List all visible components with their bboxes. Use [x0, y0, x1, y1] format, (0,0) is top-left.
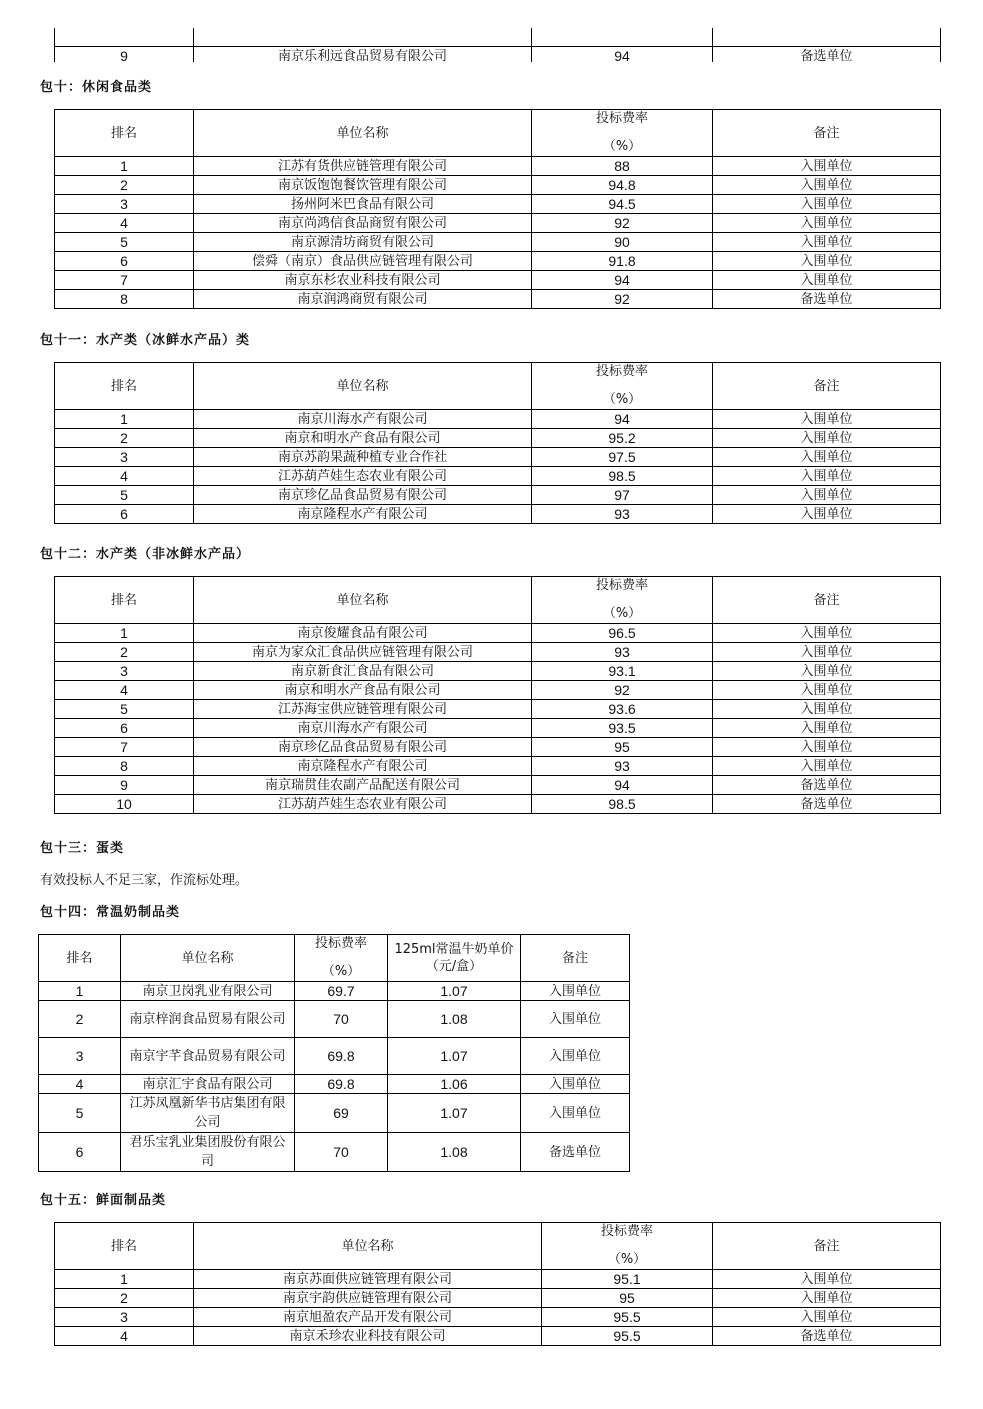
- rate-cell: 96.5: [532, 624, 713, 643]
- note-cell: 入围单位: [713, 176, 941, 195]
- note-cell: 入围单位: [521, 1094, 630, 1133]
- table-row: [55, 643, 941, 662]
- rank-cell: 2: [55, 429, 194, 448]
- rate-cell: 69: [295, 1094, 388, 1133]
- table-row: [55, 795, 941, 814]
- price-cell: 1.07: [388, 1038, 521, 1075]
- table-row: [55, 738, 941, 757]
- table-row: [55, 429, 941, 448]
- header-rank: 排名: [55, 363, 194, 410]
- company-name-cell: 南京尚鸿信食品商贸有限公司: [194, 214, 532, 233]
- table-row: [55, 681, 941, 700]
- header-name: 单位名称: [194, 110, 532, 157]
- previous-table-fragment: [54, 28, 941, 62]
- table-row: [55, 1308, 941, 1327]
- package-12-title: 包十二：水产类（非冰鲜水产品）: [40, 547, 251, 562]
- rate-cell: 93: [532, 643, 713, 662]
- rank-cell: 9: [55, 776, 194, 795]
- company-name-cell: 南京和明水产食品有限公司: [194, 681, 532, 700]
- rate-cell: 88: [532, 157, 713, 176]
- note-cell: 入围单位: [713, 1308, 941, 1327]
- note-cell: 备选单位: [713, 795, 941, 814]
- table-row: [55, 214, 941, 233]
- note-cell: 入围单位: [713, 195, 941, 214]
- company-name-cell: 南京川海水产有限公司: [194, 410, 532, 429]
- table-row: [55, 624, 941, 643]
- table-row: [55, 195, 941, 214]
- rank-cell: 6: [55, 252, 194, 271]
- header-rate: 投标费率 （%）: [295, 935, 388, 982]
- note-cell: 入围单位: [713, 410, 941, 429]
- rate-cell: 98.5: [532, 467, 713, 486]
- rank-cell: 4: [55, 214, 194, 233]
- rank-cell: 5: [55, 233, 194, 252]
- package-14-title: 包十四：常温奶制品类: [40, 905, 181, 920]
- note-cell: 入围单位: [713, 719, 941, 738]
- company-name-cell: 南京和明水产食品有限公司: [194, 429, 532, 448]
- company-name-cell: 南京川海水产有限公司: [194, 719, 532, 738]
- table-row: [55, 271, 941, 290]
- company-name-cell: 南京乐利远食品贸易有限公司: [194, 47, 532, 63]
- rank-cell: 5: [55, 486, 194, 505]
- company-name-cell: 江苏葫芦娃生态农业有限公司: [194, 795, 532, 814]
- header-rank: 排名: [39, 935, 121, 982]
- header-rank: 排名: [55, 577, 194, 624]
- note-cell: 入围单位: [713, 700, 941, 719]
- company-name-cell: 南京卫岗乳业有限公司: [121, 982, 295, 1001]
- price-cell: 1.07: [388, 982, 521, 1001]
- package-13-title: 包十三：蛋类: [40, 841, 125, 856]
- rate-cell: 93.1: [532, 662, 713, 681]
- table-row: [39, 1038, 630, 1075]
- company-name-cell: 南京梓润食品贸易有限公司: [121, 1001, 295, 1038]
- rank-cell: 6: [55, 505, 194, 524]
- header-rate: 投标费率 （%）: [542, 1223, 713, 1270]
- header-note: 备注: [713, 577, 941, 624]
- header-rate: 投标费率 （%）: [532, 577, 713, 624]
- rate-cell: 97: [532, 486, 713, 505]
- rate-cell: 95: [532, 738, 713, 757]
- note-cell: 备选单位: [713, 776, 941, 795]
- rate-cell: 94: [532, 410, 713, 429]
- rate-cell: 95: [542, 1289, 713, 1308]
- note-cell: 入围单位: [521, 1038, 630, 1075]
- note-cell: 入围单位: [713, 467, 941, 486]
- rank-cell: 1: [39, 982, 121, 1001]
- note-cell: 入围单位: [713, 738, 941, 757]
- header-rate: 投标费率 （%）: [532, 110, 713, 157]
- note-cell: 入围单位: [713, 429, 941, 448]
- rank-cell: 3: [39, 1038, 121, 1075]
- table-row: [55, 1327, 941, 1346]
- note-cell: 入围单位: [713, 448, 941, 467]
- rank-cell: 3: [55, 1308, 194, 1327]
- table-row: [55, 176, 941, 195]
- price-cell: 1.08: [388, 1133, 521, 1172]
- company-name-cell: 南京汇宇食品有限公司: [121, 1075, 295, 1094]
- note-cell: 入围单位: [521, 1075, 630, 1094]
- note-cell: 入围单位: [713, 662, 941, 681]
- table-header-row: [55, 110, 941, 157]
- package-15-title: 包十五：鲜面制品类: [40, 1193, 167, 1208]
- company-name-cell: 南京润鸿商贸有限公司: [194, 290, 532, 309]
- company-name-cell: 江苏凤凰新华书店集团有限公司: [121, 1094, 295, 1133]
- rate-cell: 95.5: [542, 1308, 713, 1327]
- table-row: [55, 252, 941, 271]
- note-cell: 入围单位: [713, 1270, 941, 1289]
- package-14-table: [38, 934, 630, 1172]
- rank-cell: 7: [55, 271, 194, 290]
- rate-cell: 95.1: [542, 1270, 713, 1289]
- table-row: [55, 662, 941, 681]
- company-name-cell: 南京俊耀食品有限公司: [194, 624, 532, 643]
- table-header-row: [55, 577, 941, 624]
- company-name-cell: 扬州阿米巴食品有限公司: [194, 195, 532, 214]
- package-15-table: [54, 1222, 941, 1346]
- rank-cell: 5: [55, 700, 194, 719]
- note-cell: 备选单位: [713, 290, 941, 309]
- rank-cell: 2: [39, 1001, 121, 1038]
- header-name: 单位名称: [194, 1223, 542, 1270]
- table-row: [55, 757, 941, 776]
- table-row: [55, 448, 941, 467]
- table-row: [55, 410, 941, 429]
- rank-cell: 3: [55, 448, 194, 467]
- company-name-cell: 江苏有货供应链管理有限公司: [194, 157, 532, 176]
- table-row: [55, 157, 941, 176]
- table-row: [39, 1133, 630, 1172]
- rate-cell: 93: [532, 505, 713, 524]
- package-10-table: [54, 109, 941, 309]
- rate-cell: 69.8: [295, 1075, 388, 1094]
- rate-cell: 93.6: [532, 700, 713, 719]
- note-cell: 备选单位: [713, 47, 941, 63]
- rank-cell: 4: [55, 681, 194, 700]
- company-name-cell: 南京隆程水产有限公司: [194, 505, 532, 524]
- rank-cell: 1: [55, 624, 194, 643]
- rank-cell: 8: [55, 757, 194, 776]
- rate-cell: 69.7: [295, 982, 388, 1001]
- table-row: [39, 982, 630, 1001]
- header-note: 备注: [713, 110, 941, 157]
- table-row: [55, 700, 941, 719]
- company-name-cell: 南京新食汇食品有限公司: [194, 662, 532, 681]
- company-name-cell: 南京珍亿品食品贸易有限公司: [194, 486, 532, 505]
- company-name-cell: 南京旭盈农产品开发有限公司: [194, 1308, 542, 1327]
- rate-cell: 95.2: [532, 429, 713, 448]
- header-note: 备注: [713, 1223, 941, 1270]
- table-row: [55, 486, 941, 505]
- rank-cell: 2: [55, 176, 194, 195]
- rank-cell: 5: [39, 1094, 121, 1133]
- note-cell: 入围单位: [713, 214, 941, 233]
- company-name-cell: 南京为家众汇食品供应链管理有限公司: [194, 643, 532, 662]
- rate-cell: 92: [532, 290, 713, 309]
- table-header-row: [55, 363, 941, 410]
- company-name-cell: 南京宇芊食品贸易有限公司: [121, 1038, 295, 1075]
- note-cell: 入围单位: [521, 982, 630, 1001]
- note-cell: 入围单位: [713, 681, 941, 700]
- rate-cell: 93: [532, 757, 713, 776]
- table-row: [55, 467, 941, 486]
- note-cell: 入围单位: [713, 271, 941, 290]
- header-name: 单位名称: [121, 935, 295, 982]
- rank-cell: 7: [55, 738, 194, 757]
- rate-cell: 98.5: [532, 795, 713, 814]
- rate-cell: 92: [532, 681, 713, 700]
- rank-cell: 4: [39, 1075, 121, 1094]
- package-11-table: [54, 362, 941, 524]
- company-name-cell: 南京苏韵果蔬种植专业合作社: [194, 448, 532, 467]
- rank-cell: 6: [55, 719, 194, 738]
- note-cell: 入围单位: [713, 233, 941, 252]
- rate-cell: 93.5: [532, 719, 713, 738]
- rate-cell: 92: [532, 214, 713, 233]
- table-row: [55, 290, 941, 309]
- rank-cell: 3: [55, 662, 194, 681]
- note-cell: 备选单位: [521, 1133, 630, 1172]
- company-name-cell: 南京东杉农业科技有限公司: [194, 271, 532, 290]
- rate-cell: 70: [295, 1001, 388, 1038]
- company-name-cell: 君乐宝乳业集团股份有限公司: [121, 1133, 295, 1172]
- table-row: [55, 47, 941, 63]
- note-cell: 入围单位: [713, 1289, 941, 1308]
- rate-cell: 94: [532, 271, 713, 290]
- rank-cell: 3: [55, 195, 194, 214]
- rate-cell: 95.5: [542, 1327, 713, 1346]
- table-header-row: [39, 935, 630, 982]
- rank-cell: 10: [55, 795, 194, 814]
- note-cell: 入围单位: [713, 643, 941, 662]
- company-name-cell: 南京珍亿品食品贸易有限公司: [194, 738, 532, 757]
- table-row: [55, 776, 941, 795]
- rank-cell: 4: [55, 1327, 194, 1346]
- rate-cell: 94: [532, 47, 713, 63]
- table-row: [55, 233, 941, 252]
- header-milk-price: 125ml常温牛奶单价（元/盒）: [388, 935, 521, 982]
- table-row: [55, 1270, 941, 1289]
- rank-cell: 9: [55, 47, 194, 63]
- header-name: 单位名称: [194, 577, 532, 624]
- rate-cell: 94: [532, 776, 713, 795]
- rate-cell: 94.5: [532, 195, 713, 214]
- note-cell: 入围单位: [713, 757, 941, 776]
- note-cell: 入围单位: [713, 505, 941, 524]
- table-row: [55, 719, 941, 738]
- table-header-row: [55, 1223, 941, 1270]
- note-cell: 入围单位: [713, 486, 941, 505]
- company-name-cell: 南京瑞贯佳农副产品配送有限公司: [194, 776, 532, 795]
- company-name-cell: 偿舜（南京）食品供应链管理有限公司: [194, 252, 532, 271]
- rate-cell: 70: [295, 1133, 388, 1172]
- rank-cell: 1: [55, 157, 194, 176]
- table-row: [39, 1094, 630, 1133]
- rate-cell: 97.5: [532, 448, 713, 467]
- table-row: [55, 505, 941, 524]
- note-cell: 备选单位: [713, 1327, 941, 1346]
- package-13-note: 有效投标人不足三家，作流标处理。: [40, 873, 249, 888]
- note-cell: 入围单位: [521, 1001, 630, 1038]
- price-cell: 1.08: [388, 1001, 521, 1038]
- rank-cell: 2: [55, 1289, 194, 1308]
- company-name-cell: 南京隆程水产有限公司: [194, 757, 532, 776]
- rank-cell: 1: [55, 1270, 194, 1289]
- table-row: [39, 1075, 630, 1094]
- rank-cell: 8: [55, 290, 194, 309]
- rate-cell: 91.8: [532, 252, 713, 271]
- header-rank: 排名: [55, 110, 194, 157]
- rate-cell: 69.8: [295, 1038, 388, 1075]
- package-10-title: 包十：休闲食品类: [40, 80, 153, 95]
- rank-cell: 4: [55, 467, 194, 486]
- company-name-cell: 南京苏面供应链管理有限公司: [194, 1270, 542, 1289]
- header-name: 单位名称: [194, 363, 532, 410]
- rate-cell: 90: [532, 233, 713, 252]
- company-name-cell: 南京宇韵供应链管理有限公司: [194, 1289, 542, 1308]
- note-cell: 入围单位: [713, 252, 941, 271]
- rate-cell: 94.8: [532, 176, 713, 195]
- company-name-cell: 江苏海宝供应链管理有限公司: [194, 700, 532, 719]
- package-12-table: [54, 576, 941, 814]
- note-cell: 入围单位: [713, 157, 941, 176]
- company-name-cell: 南京源清坊商贸有限公司: [194, 233, 532, 252]
- header-rate: 投标费率 （%）: [532, 363, 713, 410]
- note-cell: 入围单位: [713, 624, 941, 643]
- price-cell: 1.06: [388, 1075, 521, 1094]
- rank-cell: 6: [39, 1133, 121, 1172]
- package-11-title: 包十一：水产类（冰鲜水产品）类: [40, 333, 251, 348]
- company-name-cell: 南京饭饱饱餐饮管理有限公司: [194, 176, 532, 195]
- table-row: [39, 1001, 630, 1038]
- header-note: 备注: [713, 363, 941, 410]
- rank-cell: 1: [55, 410, 194, 429]
- header-rank: 排名: [55, 1223, 194, 1270]
- price-cell: 1.07: [388, 1094, 521, 1133]
- company-name-cell: 南京禾珍农业科技有限公司: [194, 1327, 542, 1346]
- company-name-cell: 江苏葫芦娃生态农业有限公司: [194, 467, 532, 486]
- table-row: [55, 1289, 941, 1308]
- rank-cell: 2: [55, 643, 194, 662]
- header-note: 备注: [521, 935, 630, 982]
